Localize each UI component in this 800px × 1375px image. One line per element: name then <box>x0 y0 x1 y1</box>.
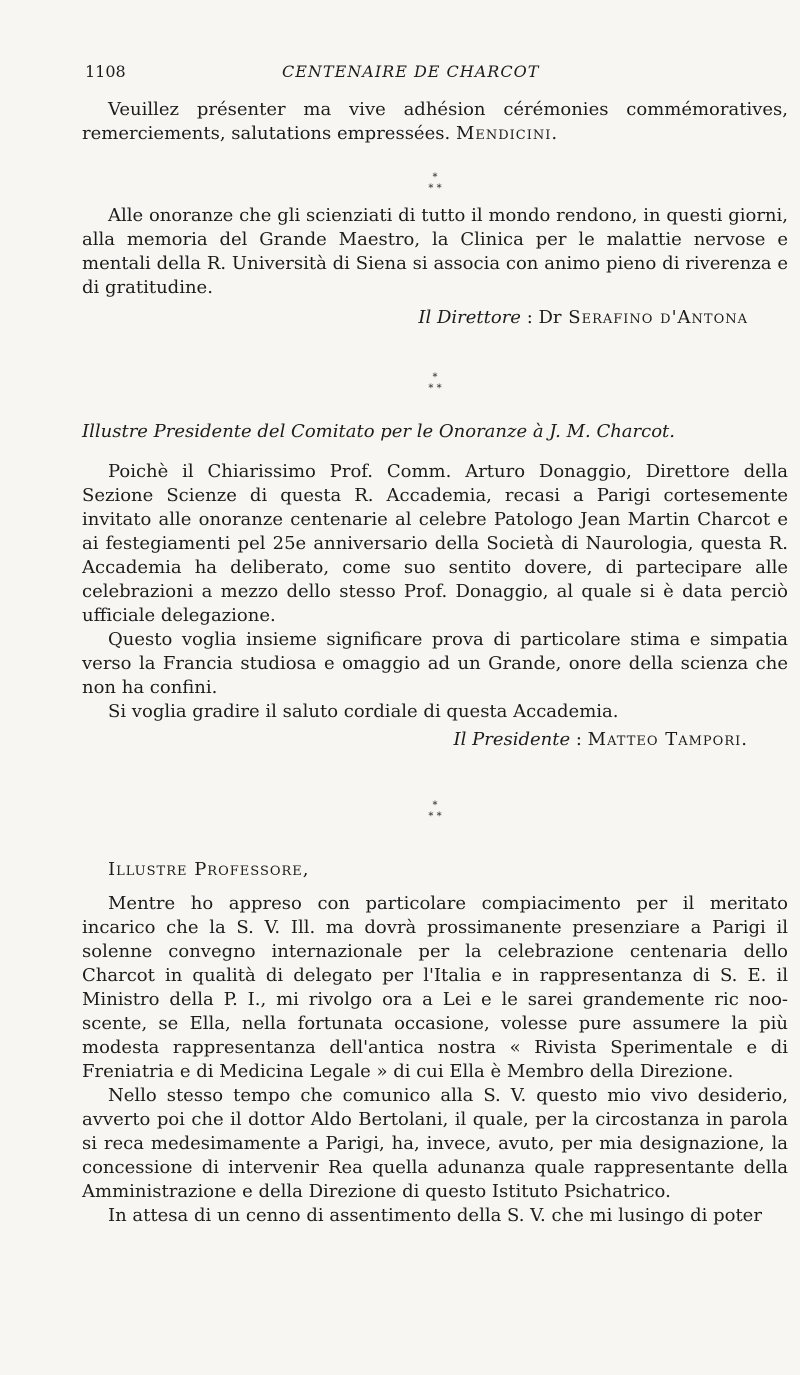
message3-signature-role: Il Presidente <box>453 729 571 750</box>
page-number: 1108 <box>85 62 126 81</box>
message2-signature: Il Direttore : Dr Serafino d'Antona <box>418 307 748 328</box>
message2-signature-name: Serafino d'Antona <box>561 307 748 328</box>
message3-signature: Il Presidente : Matteo Tampori. <box>453 729 748 750</box>
separator-2: * * * <box>428 372 442 394</box>
message4-para3: In attesa di un cenno di assentimento della S. V. che mi lusingo di poter <box>108 1205 762 1226</box>
message-professore <box>82 858 788 1228</box>
message3-signature-name: Matteo Tampori. <box>587 729 748 750</box>
message3-para2: Questo voglia insieme significare prova di particolare stima e simpatia verso la Francia studiosa e omaggio ad un Grande, onore della scienza che non ha confini. <box>82 629 788 698</box>
separator-1: * * * <box>428 172 442 194</box>
separator-3: * * * <box>428 800 442 822</box>
message-siena <box>82 204 788 330</box>
message3-heading: Illustre Presidente del Comitato per le Onoranze à J. M. Charcot. <box>82 421 676 442</box>
message4-salutation: Illustre Professore, <box>108 859 310 880</box>
message3-para3: Si voglia gradire il saluto cordiale di questa Accademia. <box>108 701 619 722</box>
message-mendicini <box>82 98 788 146</box>
message4-para1: Mentre ho appreso con particolare compiacimento per il meritato incarico che la S. V. Ill. ma dovrà prossimanente presenziare a Parigi il solenne convegno internazionale per la celebrazione centenaria dello Charcot in qualità di delegato per l'Italia e in rappresentanza di S. E. il Ministro della P. I., mi rivolgo ora a Lei e le sarei grandemente ric noo-scente, se Ella, nella fortunata occasione, volesse pure assumere la più modesta rappresentanza dell'antica nostra « Rivista Sperimentale e di Freniatria e di Medicina Legale » di cui Ella è Membro della Direzione. <box>82 893 788 1082</box>
message-accademia <box>82 420 788 752</box>
message3-para1: Poichè il Chiarissimo Prof. Comm. Arturo Donaggio, Direttore della Sezione Scienze di questa R. Accademia, recasi a Parigi cortesemente invitato alle onoranze centenarie al celebre Patologo Jean Martin Charcot e ai festegiamenti pel 25e anniversario della Società di Naurologia, questa R. Accademia ha deliberato, come suo sentito dovere, di partecipare alle celebrazioni a mezzo dello stesso Prof. Donaggio, al quale si è data perciò ufficiale delegazione. <box>82 461 788 626</box>
message1-signature: Mendicini. <box>455 123 559 144</box>
journal-title: CENTENAIRE DE CHARCOT <box>282 62 540 81</box>
message2-signature-role: Il Direttore <box>418 307 521 328</box>
message1-text: Veuillez présenter ma vive adhésion cérémonies commémoratives, remerciements, salutations empressées. <box>82 99 788 144</box>
message4-para2: Nello stesso tempo che comunico alla S. V. questo mio vivo desiderio, avverto poi che il dottor Aldo Bertolani, il quale, per la circostanza in parola si reca medesimamente a Parigi, ha, invece, avuto, per mia designazione, la concessione di intervenir Rea quella adunanza quale rappresentante della Amministrazione e della Direzione di questo Istituto Psichatrico. <box>82 1085 788 1202</box>
running-head <box>82 62 788 82</box>
message2-text: Alle onoranze che gli scienziati di tutto il mondo rendono, in questi giorni, alla memoria del Grande Maestro, la Clinica per le malattie nervose e mentali della R. Università di Siena si associa con animo pieno di riverenza e di gratitudine. <box>82 205 788 298</box>
